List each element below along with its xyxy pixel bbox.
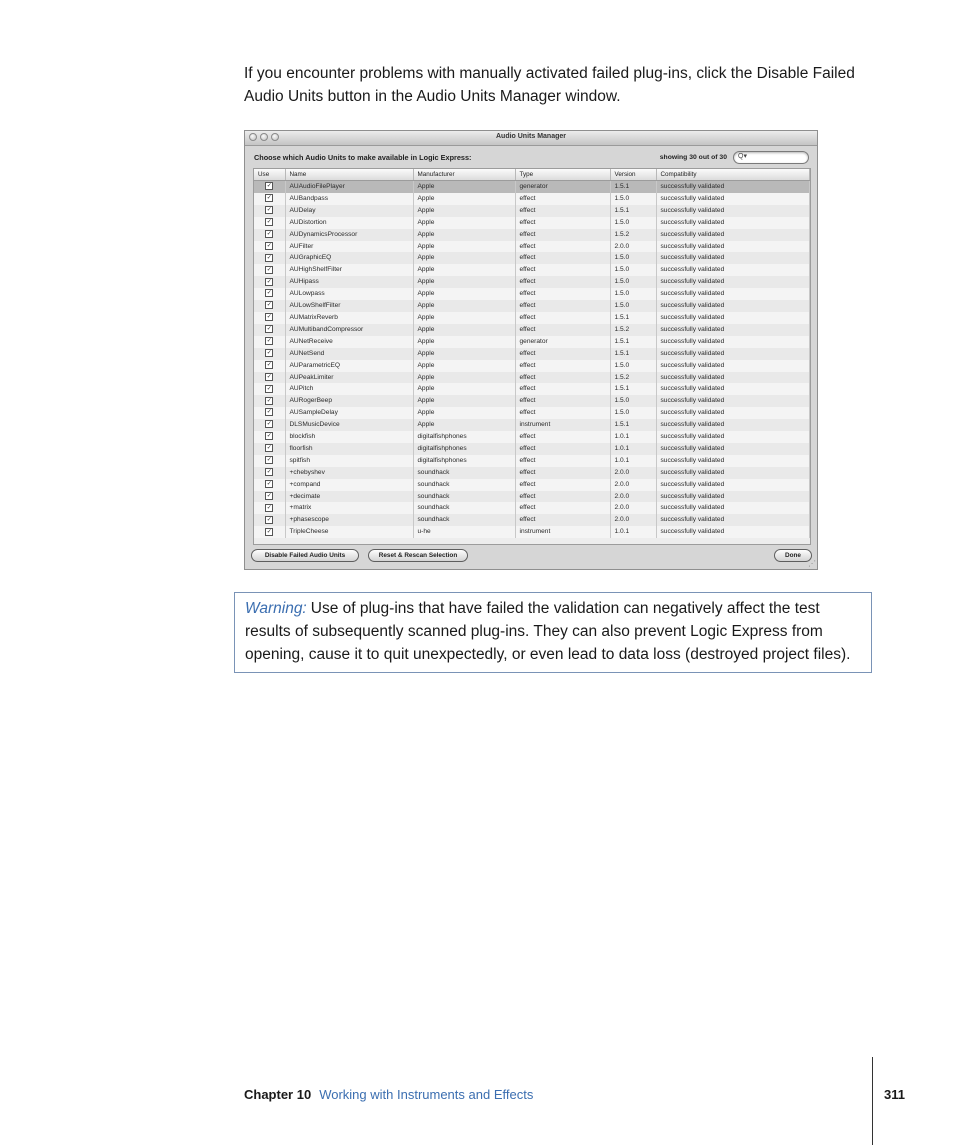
warning-text: Use of plug-ins that have failed the validation can negatively affect the test results of subsequently scanned plug-ins. They can also prevent Logic Express from opening, cause it to quit unexpectedly, or even lead to data loss (destroyed project files). (245, 600, 851, 663)
compatibility-cell: successfully validated (656, 264, 810, 276)
type-cell: effect (515, 360, 610, 372)
compatibility-cell: successfully validated (656, 205, 810, 217)
use-checkbox[interactable]: ✓ (266, 504, 272, 511)
use-cell (254, 443, 285, 455)
compatibility-cell: successfully validated (656, 479, 810, 491)
table-row[interactable] (254, 443, 810, 455)
name-cell: TripleCheese (285, 526, 413, 538)
use-checkbox[interactable]: ✓ (266, 480, 272, 487)
compatibility-cell: successfully validated (656, 229, 810, 241)
use-cell (254, 217, 285, 229)
use-cell (254, 324, 285, 336)
table-header-row (254, 169, 810, 181)
table-row[interactable] (254, 300, 810, 312)
choose-label: Choose which Audio Units to make available in Logic Express: (254, 153, 472, 162)
compatibility-cell: successfully validated (656, 300, 810, 312)
version-cell: 2.0.0 (610, 491, 656, 503)
type-cell: effect (515, 455, 610, 467)
name-cell: +matrix (285, 502, 413, 514)
table-row[interactable] (254, 205, 810, 217)
window-titlebar (245, 131, 817, 146)
table-row[interactable] (254, 372, 810, 384)
intro-paragraph: If you encounter problems with manually activated failed plug-ins, click the Disable Failed Audio Units button in the Audio Units Manager window. (244, 65, 855, 105)
use-checkbox[interactable]: ✓ (266, 421, 272, 428)
version-cell: 1.5.1 (610, 419, 656, 431)
version-cell: 1.5.0 (610, 360, 656, 372)
manufacturer-cell: Apple (413, 419, 515, 431)
version-cell: 1.5.0 (610, 288, 656, 300)
type-cell: effect (515, 491, 610, 503)
disable-failed-audio-units-button[interactable]: Disable Failed Audio Units (251, 549, 359, 562)
name-cell: floorfish (285, 443, 413, 455)
table-row[interactable] (254, 455, 810, 467)
use-cell (254, 431, 285, 443)
compatibility-cell: successfully validated (656, 324, 810, 336)
compatibility-cell: successfully validated (656, 372, 810, 384)
name-cell: blockfish (285, 431, 413, 443)
manufacturer-cell: Apple (413, 181, 515, 193)
version-cell: 1.5.0 (610, 252, 656, 264)
use-checkbox[interactable]: ✓ (266, 326, 272, 333)
compatibility-cell: successfully validated (656, 443, 810, 455)
showing-count: showing 30 out of 30 (659, 154, 727, 161)
manufacturer-cell: Apple (413, 252, 515, 264)
footer-divider (872, 1057, 873, 1145)
manufacturer-cell: Apple (413, 360, 515, 372)
name-cell: AUParametricEQ (285, 360, 413, 372)
name-cell: AUDynamicsProcessor (285, 229, 413, 241)
use-cell (254, 383, 285, 395)
manufacturer-cell: Apple (413, 395, 515, 407)
name-cell: AUHighShelfFilter (285, 264, 413, 276)
compatibility-cell: successfully validated (656, 360, 810, 372)
name-cell: spitfish (285, 455, 413, 467)
column-header-version[interactable]: Version (610, 169, 656, 181)
table-row[interactable] (254, 467, 810, 479)
use-checkbox[interactable]: ✓ (266, 266, 272, 273)
type-cell: generator (515, 336, 610, 348)
compatibility-cell: successfully validated (656, 217, 810, 229)
table-row[interactable] (254, 348, 810, 360)
table-row[interactable] (254, 526, 810, 538)
manufacturer-cell: Apple (413, 217, 515, 229)
use-cell (254, 395, 285, 407)
version-cell: 1.5.2 (610, 324, 656, 336)
page-number: 311 (884, 1087, 905, 1102)
use-cell (254, 407, 285, 419)
type-cell: effect (515, 395, 610, 407)
use-cell (254, 514, 285, 526)
manufacturer-cell: digitalfishphones (413, 431, 515, 443)
manufacturer-cell: Apple (413, 241, 515, 253)
use-checkbox[interactable]: ✓ (266, 457, 272, 464)
compatibility-cell: successfully validated (656, 276, 810, 288)
use-checkbox[interactable]: ✓ (266, 218, 272, 225)
manufacturer-cell: Apple (413, 229, 515, 241)
version-cell: 1.5.1 (610, 336, 656, 348)
column-header-use[interactable]: Use (254, 169, 285, 181)
table-row[interactable] (254, 241, 810, 253)
use-checkbox[interactable]: ✓ (266, 397, 272, 404)
table-row[interactable] (254, 193, 810, 205)
version-cell: 1.5.0 (610, 193, 656, 205)
name-cell: AUNetSend (285, 348, 413, 360)
table-row[interactable] (254, 514, 810, 526)
type-cell: generator (515, 181, 610, 193)
compatibility-cell: successfully validated (656, 419, 810, 431)
table-row[interactable] (254, 407, 810, 419)
search-input[interactable] (733, 151, 809, 164)
version-cell: 1.5.1 (610, 181, 656, 193)
table-row[interactable] (254, 312, 810, 324)
manufacturer-cell: Apple (413, 264, 515, 276)
name-cell: +phasescope (285, 514, 413, 526)
use-checkbox[interactable]: ✓ (266, 278, 272, 285)
manufacturer-cell: soundhack (413, 479, 515, 491)
table-body (254, 181, 810, 539)
version-cell: 2.0.0 (610, 502, 656, 514)
manufacturer-cell: Apple (413, 193, 515, 205)
use-cell (254, 526, 285, 538)
type-cell: effect (515, 348, 610, 360)
use-cell (254, 205, 285, 217)
use-cell (254, 252, 285, 264)
name-cell: AUSampleDelay (285, 407, 413, 419)
compatibility-cell: successfully validated (656, 431, 810, 443)
audio-units-manager-window (244, 130, 818, 570)
use-cell (254, 312, 285, 324)
manufacturer-cell: digitalfishphones (413, 443, 515, 455)
use-cell (254, 479, 285, 491)
version-cell: 1.5.1 (610, 205, 656, 217)
name-cell: DLSMusicDevice (285, 419, 413, 431)
use-checkbox[interactable]: ✓ (266, 242, 272, 249)
use-checkbox[interactable]: ✓ (266, 349, 272, 356)
version-cell: 1.5.1 (610, 348, 656, 360)
use-checkbox[interactable]: ✓ (266, 385, 272, 392)
type-cell: effect (515, 252, 610, 264)
manufacturer-cell: Apple (413, 288, 515, 300)
type-cell: effect (515, 372, 610, 384)
name-cell: AUBandpass (285, 193, 413, 205)
name-cell: AUPitch (285, 383, 413, 395)
use-checkbox[interactable]: ✓ (266, 302, 272, 309)
type-cell: effect (515, 443, 610, 455)
use-cell (254, 455, 285, 467)
type-cell: effect (515, 205, 610, 217)
warning-box (234, 592, 872, 673)
table-row[interactable] (254, 336, 810, 348)
type-cell: effect (515, 217, 610, 229)
version-cell: 1.5.0 (610, 300, 656, 312)
done-button[interactable]: Done (774, 549, 812, 562)
search-icon[interactable]: Q▾ (738, 153, 747, 160)
use-checkbox[interactable]: ✓ (266, 338, 272, 345)
table-row[interactable] (254, 324, 810, 336)
name-cell: AUDistortion (285, 217, 413, 229)
use-cell (254, 372, 285, 384)
name-cell: AUHipass (285, 276, 413, 288)
compatibility-cell: successfully validated (656, 514, 810, 526)
version-cell: 1.0.1 (610, 455, 656, 467)
use-checkbox[interactable]: ✓ (266, 290, 272, 297)
use-checkbox[interactable]: ✓ (266, 373, 272, 380)
use-cell (254, 241, 285, 253)
table-row[interactable] (254, 491, 810, 503)
column-header-type[interactable]: Type (515, 169, 610, 181)
table-row[interactable] (254, 229, 810, 241)
type-cell: effect (515, 193, 610, 205)
footer-chapter (244, 1087, 533, 1102)
type-cell: effect (515, 300, 610, 312)
name-cell: AUGraphicEQ (285, 252, 413, 264)
table-row[interactable] (254, 252, 810, 264)
use-cell (254, 491, 285, 503)
column-header-compatibility[interactable]: Compatibility (656, 169, 810, 181)
use-cell (254, 288, 285, 300)
type-cell: effect (515, 288, 610, 300)
type-cell: effect (515, 312, 610, 324)
window-title: Audio Units Manager (495, 133, 566, 140)
reset-rescan-selection-button[interactable]: Reset & Rescan Selection (368, 549, 468, 562)
version-cell: 1.5.0 (610, 264, 656, 276)
version-cell: 2.0.0 (610, 479, 656, 491)
compatibility-cell: successfully validated (656, 241, 810, 253)
version-cell: 1.5.0 (610, 217, 656, 229)
manufacturer-cell: Apple (413, 348, 515, 360)
table-row[interactable] (254, 395, 810, 407)
use-checkbox[interactable]: ✓ (266, 409, 272, 416)
use-cell (254, 467, 285, 479)
compatibility-cell: successfully validated (656, 455, 810, 467)
use-checkbox[interactable]: ✓ (266, 528, 272, 535)
table-row[interactable] (254, 276, 810, 288)
version-cell: 2.0.0 (610, 514, 656, 526)
table-row[interactable] (254, 264, 810, 276)
use-checkbox[interactable]: ✓ (266, 433, 272, 440)
use-cell (254, 348, 285, 360)
type-cell: effect (515, 514, 610, 526)
use-checkbox[interactable]: ✓ (266, 469, 272, 475)
use-checkbox[interactable]: ✓ (266, 314, 272, 321)
manufacturer-cell: Apple (413, 312, 515, 324)
version-cell: 1.0.1 (610, 443, 656, 455)
version-cell: 1.5.0 (610, 395, 656, 407)
table-row[interactable] (254, 288, 810, 300)
table-row[interactable] (254, 360, 810, 372)
compatibility-cell: successfully validated (656, 395, 810, 407)
compatibility-cell: successfully validated (656, 526, 810, 538)
table-row[interactable] (254, 502, 810, 514)
type-cell: instrument (515, 526, 610, 538)
version-cell: 1.5.1 (610, 312, 656, 324)
use-checkbox[interactable]: ✓ (266, 207, 272, 214)
version-cell: 1.5.0 (610, 276, 656, 288)
table-row[interactable] (254, 217, 810, 229)
name-cell: AURogerBeep (285, 395, 413, 407)
type-cell: effect (515, 407, 610, 419)
name-cell: AULowpass (285, 288, 413, 300)
version-cell: 1.5.2 (610, 229, 656, 241)
table-row[interactable] (254, 431, 810, 443)
use-cell (254, 229, 285, 241)
type-cell: effect (515, 502, 610, 514)
type-cell: effect (515, 383, 610, 395)
compatibility-cell: successfully validated (656, 288, 810, 300)
compatibility-cell: successfully validated (656, 383, 810, 395)
use-checkbox[interactable]: ✓ (266, 254, 272, 261)
manufacturer-cell: Apple (413, 324, 515, 336)
compatibility-cell: successfully validated (656, 348, 810, 360)
type-cell: instrument (515, 419, 610, 431)
type-cell: effect (515, 479, 610, 491)
compatibility-cell: successfully validated (656, 336, 810, 348)
type-cell: effect (515, 467, 610, 479)
version-cell: 1.5.1 (610, 383, 656, 395)
version-cell: 1.5.2 (610, 372, 656, 384)
use-checkbox[interactable]: ✓ (266, 195, 272, 202)
name-cell: AULowShelfFilter (285, 300, 413, 312)
compatibility-cell: successfully validated (656, 502, 810, 514)
use-cell (254, 502, 285, 514)
name-cell: AUMultibandCompressor (285, 324, 413, 336)
warning-label: Warning: (245, 600, 307, 617)
manufacturer-cell: Apple (413, 407, 515, 419)
use-cell (254, 264, 285, 276)
table-row[interactable] (254, 479, 810, 491)
type-cell: effect (515, 241, 610, 253)
column-header-manufacturer[interactable]: Manufacturer (413, 169, 515, 181)
manufacturer-cell: u-he (413, 526, 515, 538)
table-row[interactable] (254, 181, 810, 193)
compatibility-cell: successfully validated (656, 312, 810, 324)
use-checkbox[interactable]: ✓ (266, 230, 272, 237)
column-header-name[interactable]: Name (285, 169, 413, 181)
chapter-number: Chapter 10 (244, 1087, 312, 1102)
compatibility-cell: successfully validated (656, 252, 810, 264)
version-cell: 1.0.1 (610, 431, 656, 443)
version-cell: 1.5.0 (610, 407, 656, 419)
use-cell (254, 276, 285, 288)
manufacturer-cell: digitalfishphones (413, 455, 515, 467)
name-cell: AUPeakLimiter (285, 372, 413, 384)
use-checkbox[interactable]: ✓ (266, 183, 272, 190)
type-cell: effect (515, 324, 610, 336)
header-row (253, 151, 809, 165)
name-cell: AUFilter (285, 241, 413, 253)
use-cell (254, 181, 285, 193)
version-cell: 2.0.0 (610, 241, 656, 253)
manufacturer-cell: Apple (413, 276, 515, 288)
type-cell: effect (515, 229, 610, 241)
use-cell (254, 300, 285, 312)
name-cell: AUAudioFilePlayer (285, 181, 413, 193)
name-cell: AUNetReceive (285, 336, 413, 348)
use-cell (254, 419, 285, 431)
compatibility-cell: successfully validated (656, 467, 810, 479)
compatibility-cell: successfully validated (656, 193, 810, 205)
manufacturer-cell: Apple (413, 300, 515, 312)
type-cell: effect (515, 276, 610, 288)
use-checkbox[interactable]: ✓ (266, 492, 272, 499)
use-cell (254, 360, 285, 372)
version-cell: 1.0.1 (610, 526, 656, 538)
table-row[interactable] (254, 383, 810, 395)
compatibility-cell: successfully validated (656, 491, 810, 503)
type-cell: effect (515, 431, 610, 443)
name-cell: AUDelay (285, 205, 413, 217)
use-cell (254, 193, 285, 205)
table-row[interactable] (254, 419, 810, 431)
compatibility-cell: successfully validated (656, 407, 810, 419)
use-checkbox[interactable]: ✓ (266, 516, 272, 523)
manufacturer-cell: soundhack (413, 491, 515, 503)
type-cell: effect (515, 264, 610, 276)
chapter-title: Working with Instruments and Effects (319, 1087, 534, 1102)
manufacturer-cell: Apple (413, 372, 515, 384)
use-cell (254, 336, 285, 348)
name-cell: AUMatrixReverb (285, 312, 413, 324)
manufacturer-cell: Apple (413, 383, 515, 395)
audio-units-table (253, 168, 811, 545)
compatibility-cell: successfully validated (656, 181, 810, 193)
use-checkbox[interactable]: ✓ (266, 361, 272, 368)
resize-handle-icon[interactable]: ⋰ (808, 559, 816, 568)
use-checkbox[interactable]: ✓ (266, 445, 272, 452)
version-cell: 2.0.0 (610, 467, 656, 479)
manufacturer-cell: soundhack (413, 502, 515, 514)
manufacturer-cell: soundhack (413, 467, 515, 479)
manufacturer-cell: Apple (413, 336, 515, 348)
name-cell: +decimate (285, 491, 413, 503)
name-cell: +compand (285, 479, 413, 491)
manufacturer-cell: soundhack (413, 514, 515, 526)
name-cell: +chebyshev (285, 467, 413, 479)
manufacturer-cell: Apple (413, 205, 515, 217)
